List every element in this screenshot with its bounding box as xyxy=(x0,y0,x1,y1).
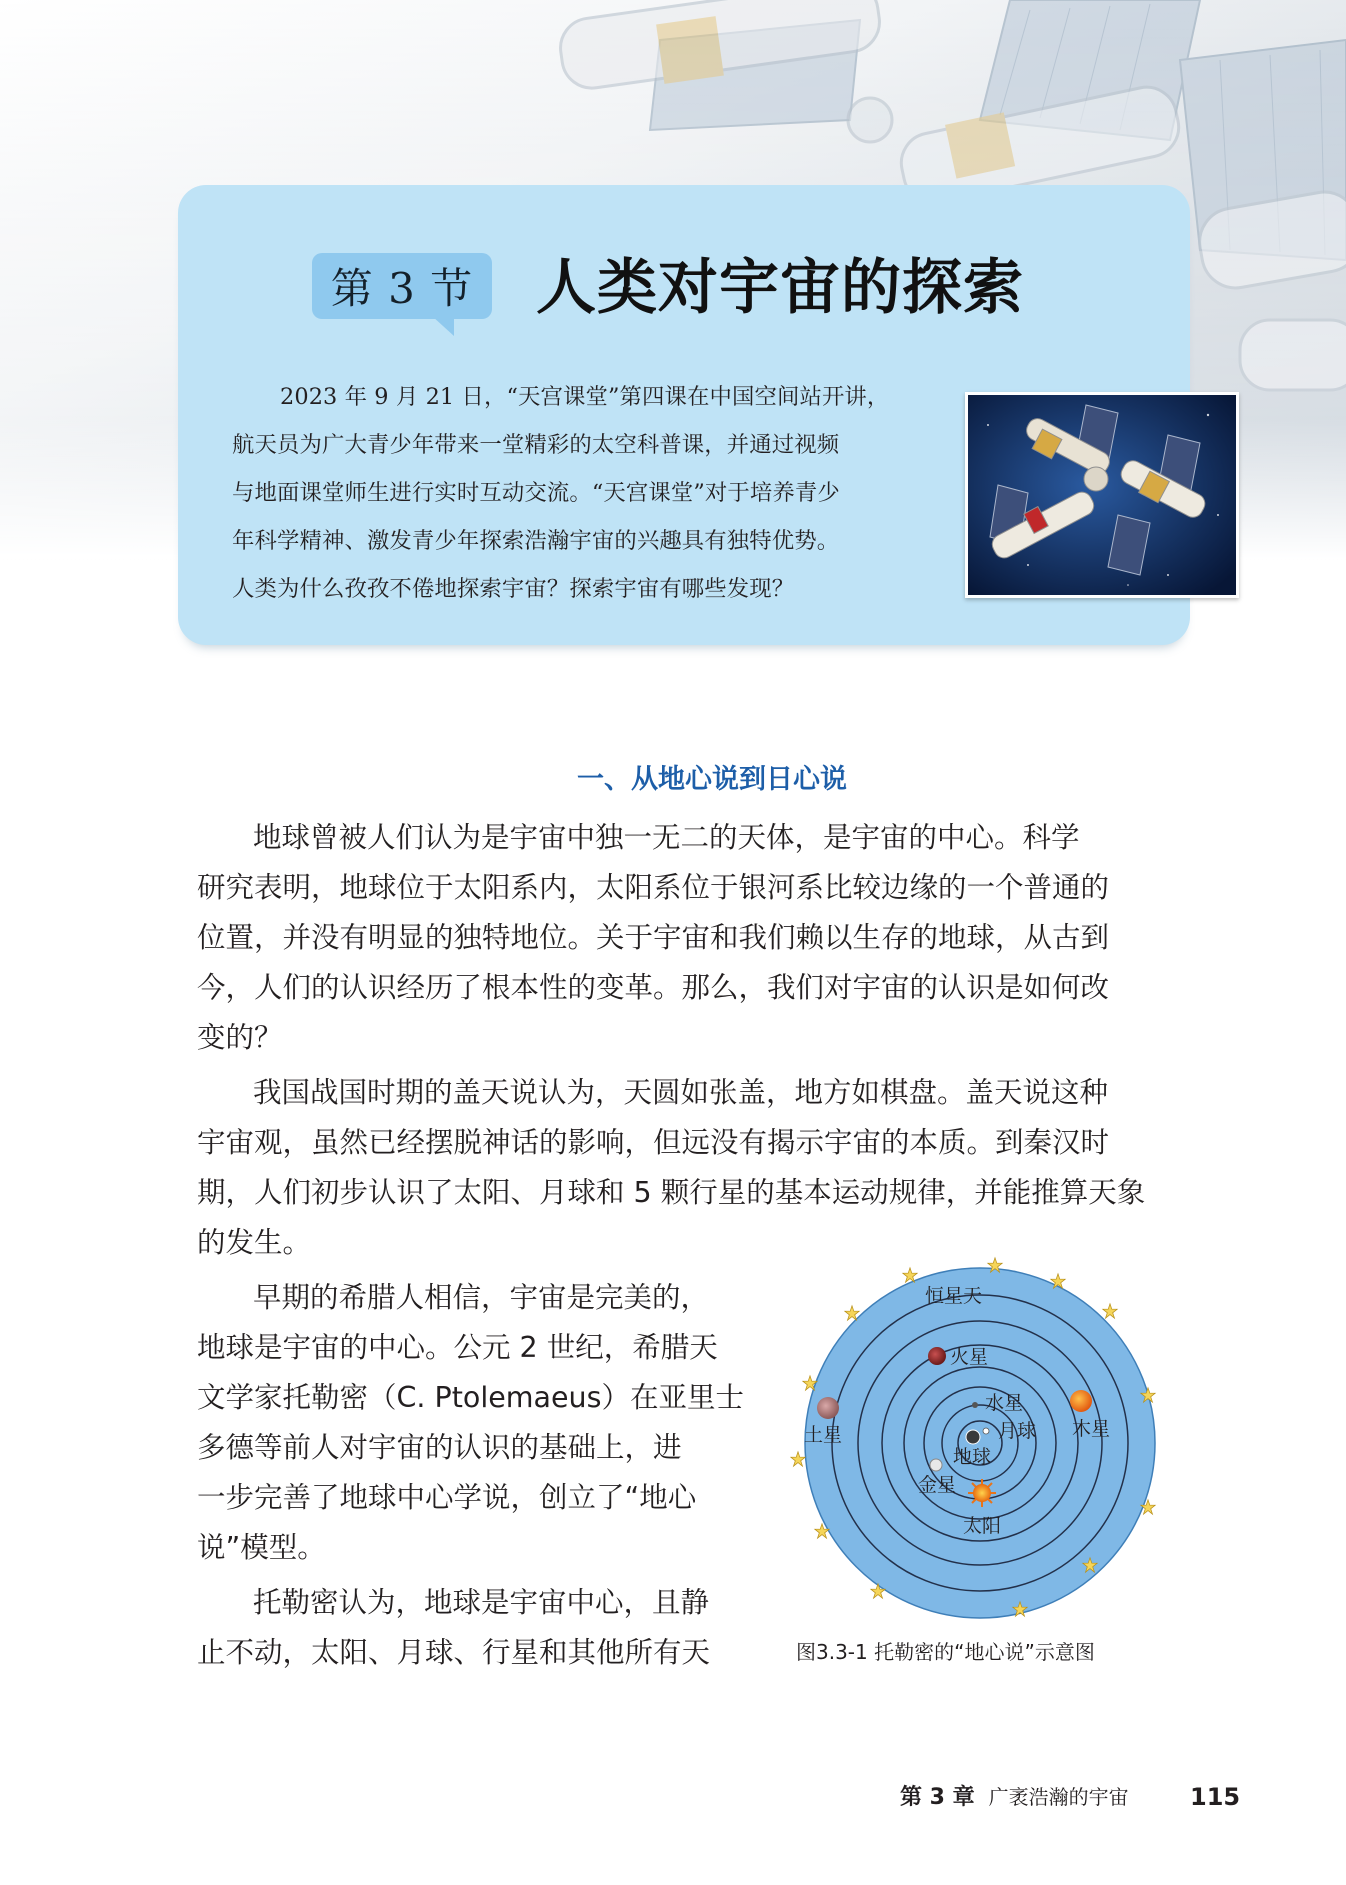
body-line: 今，人们的认识经历了根本性的变革。那么，我们对宇宙的认识是如何改 xyxy=(197,971,1110,1004)
body-line: 一步完善了地球中心学说，创立了“地心 xyxy=(197,1481,697,1514)
jupiter-icon xyxy=(1070,1390,1092,1412)
body-line: 期，人们初步认识了太阳、月球和 5 颗行星的基本运动规律，并能推算天象 xyxy=(197,1176,1146,1209)
body-line: 的发生。 xyxy=(197,1226,312,1259)
body-line: 早期的希腊人相信，宇宙是完美的， xyxy=(253,1281,710,1314)
page-number: 115 xyxy=(1190,1783,1241,1811)
body-line: 托勒密认为，地球是宇宙中心，且静 xyxy=(253,1586,710,1619)
moon-icon xyxy=(983,1428,989,1434)
page-footer xyxy=(900,1777,1240,1817)
label-sun: 太阳 xyxy=(963,1515,1002,1537)
label-jupiter: 木星 xyxy=(1072,1418,1111,1440)
sun-icon xyxy=(968,1479,996,1507)
label-mars: 火星 xyxy=(950,1346,989,1368)
body-line: 说”模型。 xyxy=(197,1531,326,1564)
section-tag-pointer xyxy=(432,316,454,336)
footer-chapter: 第 3 章 xyxy=(900,1785,975,1810)
intro-line: 航天员为广大青少年带来一堂精彩的太空科普课，并通过视频 xyxy=(232,432,840,458)
label-earth: 地球 xyxy=(953,1446,992,1468)
mercury-icon xyxy=(972,1402,978,1408)
body-line: 止不动，太阳、月球、行星和其他所有天 xyxy=(197,1636,711,1669)
section-heading: 一、从地心说到日心说 xyxy=(577,764,847,795)
section-number-tag: 第 3 节 xyxy=(312,253,492,319)
figure-caption: 图3.3-1 托勒密的“地心说”示意图 xyxy=(796,1640,1095,1664)
footer-chapter-title: 广袤浩瀚的宇宙 xyxy=(988,1785,1129,1809)
saturn-icon xyxy=(817,1397,839,1419)
body-line: 我国战国时期的盖天说认为，天圆如张盖，地方如棋盘。盖天说这种 xyxy=(253,1076,1109,1109)
body-line: 宇宙观，虽然已经摆脱神话的影响，但远没有揭示宇宙的本质。到秦汉时 xyxy=(197,1126,1110,1159)
star-icon xyxy=(1103,1304,1117,1318)
section-title: 人类对宇宙的探索 xyxy=(536,253,1024,323)
body-line: 位置，并没有明显的独特地位。关于宇宙和我们赖以生存的地球，从古到 xyxy=(197,921,1110,954)
venus-icon xyxy=(930,1459,942,1471)
body-line: 研究表明，地球位于太阳系内，太阳系位于银河系比较边缘的一个普通的 xyxy=(197,871,1110,904)
star-icon xyxy=(791,1452,805,1466)
body-line: 地球曾被人们认为是宇宙中独一无二的天体，是宇宙的中心。科学 xyxy=(253,821,1080,854)
label-moon: 月球 xyxy=(998,1420,1037,1442)
intro-line: 人类为什么孜孜不倦地探索宇宙？探索宇宙有哪些发现？ xyxy=(232,576,795,602)
label-fixed-stars: 恒星天 xyxy=(925,1285,983,1307)
geocentric-model-diagram xyxy=(790,1255,1170,1630)
intro-line: 年科学精神、激发青少年探索浩瀚宇宙的兴趣具有独特优势。 xyxy=(232,528,840,554)
body-line: 变的？ xyxy=(197,1021,283,1054)
intro-line: 2023 年 9 月 21 日，“天宫课堂”第四课在中国空间站开讲， xyxy=(280,384,890,410)
intro-line: 与地面课堂师生进行实时互动交流。“天宫课堂”对于培养青少 xyxy=(232,480,840,506)
earth-icon xyxy=(966,1430,980,1444)
label-venus: 金星 xyxy=(918,1474,957,1496)
mars-icon xyxy=(928,1347,946,1365)
body-line: 多德等前人对宇宙的认识的基础上，进 xyxy=(197,1431,682,1464)
body-line: 文学家托勒密（C. Ptolemaeus）在亚里士 xyxy=(197,1381,744,1414)
label-saturn: 土星 xyxy=(804,1424,843,1446)
body-line: 地球是宇宙的中心。公元 2 世纪，希腊天 xyxy=(197,1331,718,1364)
label-mercury: 水星 xyxy=(985,1392,1024,1414)
space-station-photo xyxy=(965,392,1239,598)
